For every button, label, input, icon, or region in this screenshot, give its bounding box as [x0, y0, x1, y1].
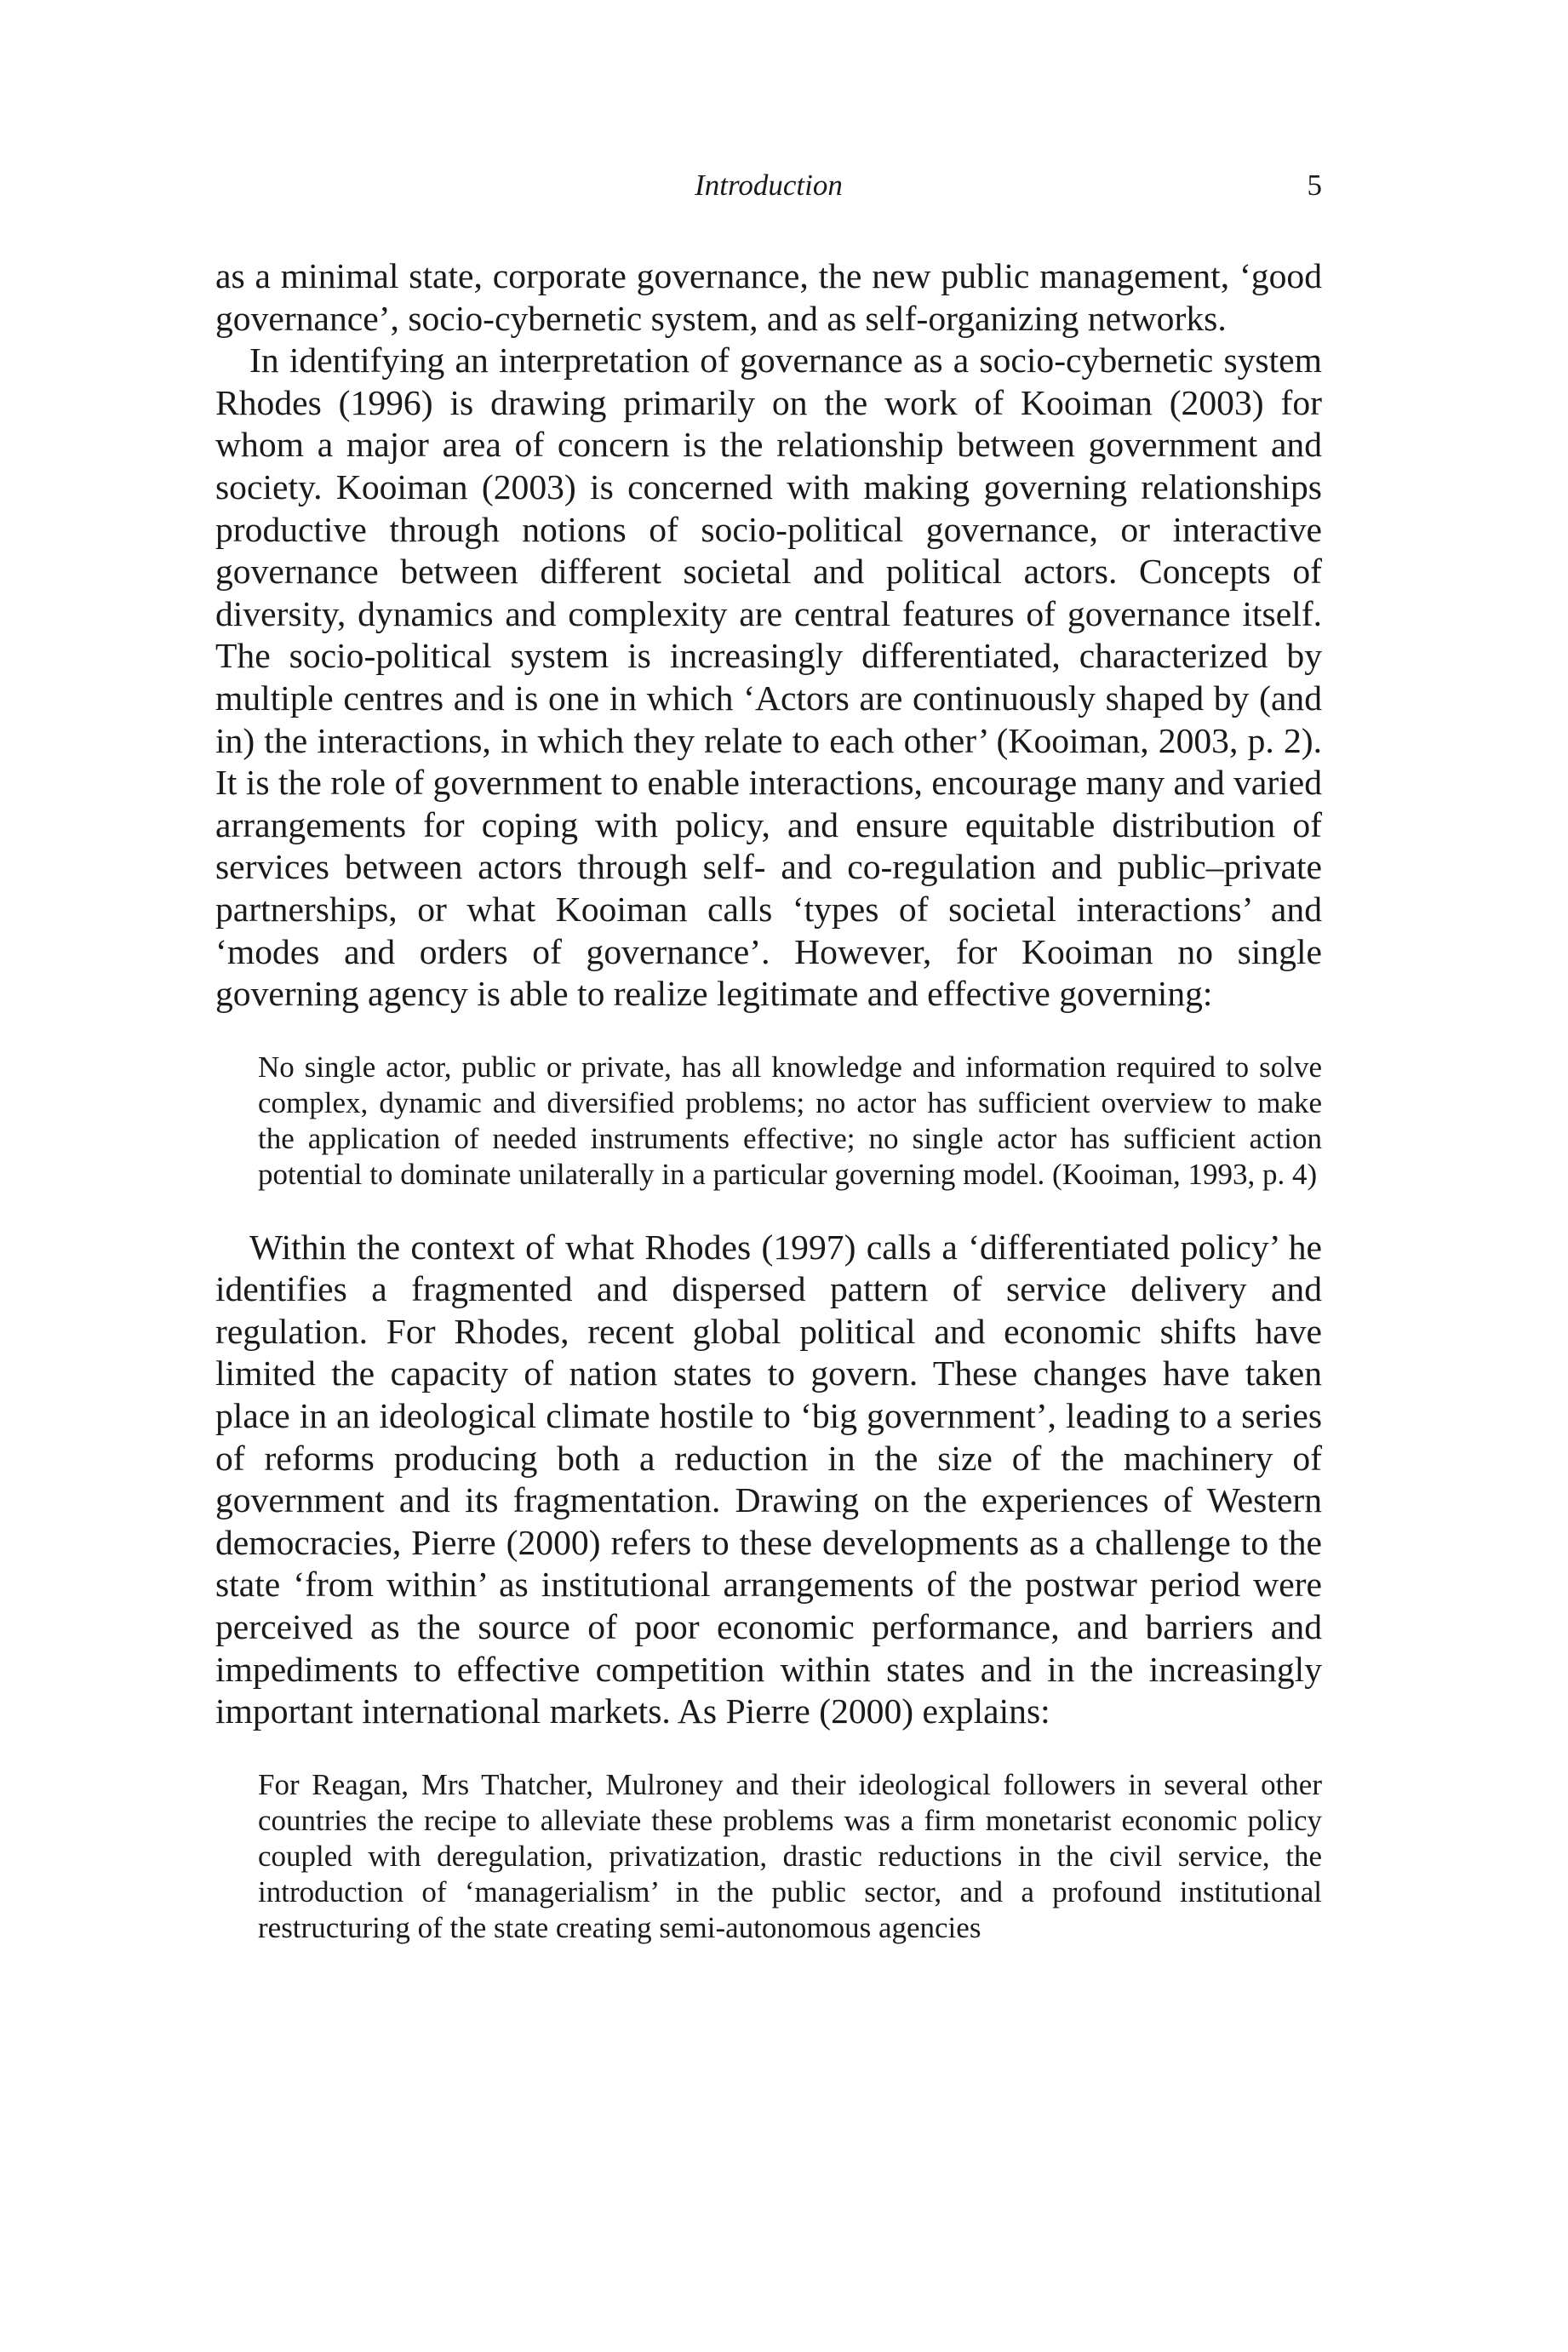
body-paragraph-1: as a minimal state, corporate governance, the new public management, ‘good governance’, socio-cybernetic system, and as self-organizing networks. [215, 256, 1322, 338]
body-paragraph-3: Within the context of what Rhodes (1997) calls a ‘differentiated policy’ he identifies a fragmented and dispersed pattern of service delivery and regulation. For Rhodes, recent global political and economic shifts have limited the capacity of nation states to govern. These changes have taken place in an ideological climate hostile to ‘big government’, leading to a series of reforms producing both a reduction in the size of the machinery of government and its fragmentation. Drawing on the experiences of Western democracies, Pierre (2000) refers to these developments as a challenge to the state ‘from within’ as institutional arrangements of the postwar period were perceived as the source of poor economic performance, and barriers and impediments to effective competition within states and in the increasingly important international markets. As Pierre (2000) explains: [215, 1227, 1322, 1731]
running-title: Introduction [695, 169, 843, 202]
block-quote-2: For Reagan, Mrs Thatcher, Mulroney and their ideological followers in several other countries the recipe to alleviate these problems was a firm monetarist economic policy coupled with deregulation, privatization, drastic reductions in the civil service, the introduction of ‘managerialism’ in the public sector, and a profound institutional restructuring of the state creating semi-autonomous agencies [258, 1767, 1322, 1944]
page-number: 5 [1307, 169, 1322, 202]
block-quote-1: No single actor, public or private, has all knowledge and information required to solve complex, dynamic and diversified problems; no actor has sufficient overview to make the application of needed instruments effective; no single actor has sufficient action potential to dominate unilaterally in a particular governing model. (Kooiman, 1993, p. 4) [258, 1050, 1322, 1191]
book-page [215, 169, 1322, 1980]
body-paragraph-2: In identifying an interpretation of governance as a socio-cybernetic system Rhodes (1996) is drawing primarily on the work of Kooiman (2003) for whom a major area of concern is the relationship between government and society. Kooiman (2003) is concerned with making governing relationships productive through notions of socio-political governance, or interactive governance between different societal and political actors. Concepts of diversity, dynamics and complexity are central features of governance itself. The socio-political system is increasingly differentiated, characterized by multiple centres and is one in which ‘Actors are continuously shaped by (and in) the interactions, in which they relate to each other’ (Kooiman, 2003, p. 2). It is the role of government to enable interactions, encourage many and varied arrangements for coping with policy, and ensure equitable distribution of services between actors through self- and co-regulation and public–private partnerships, or what Kooiman calls ‘types of societal interactions’ and ‘modes and orders of governance’. However, for Kooiman no single governing agency is able to realize legitimate and effective governing: [215, 340, 1322, 1014]
running-head [215, 169, 1322, 216]
